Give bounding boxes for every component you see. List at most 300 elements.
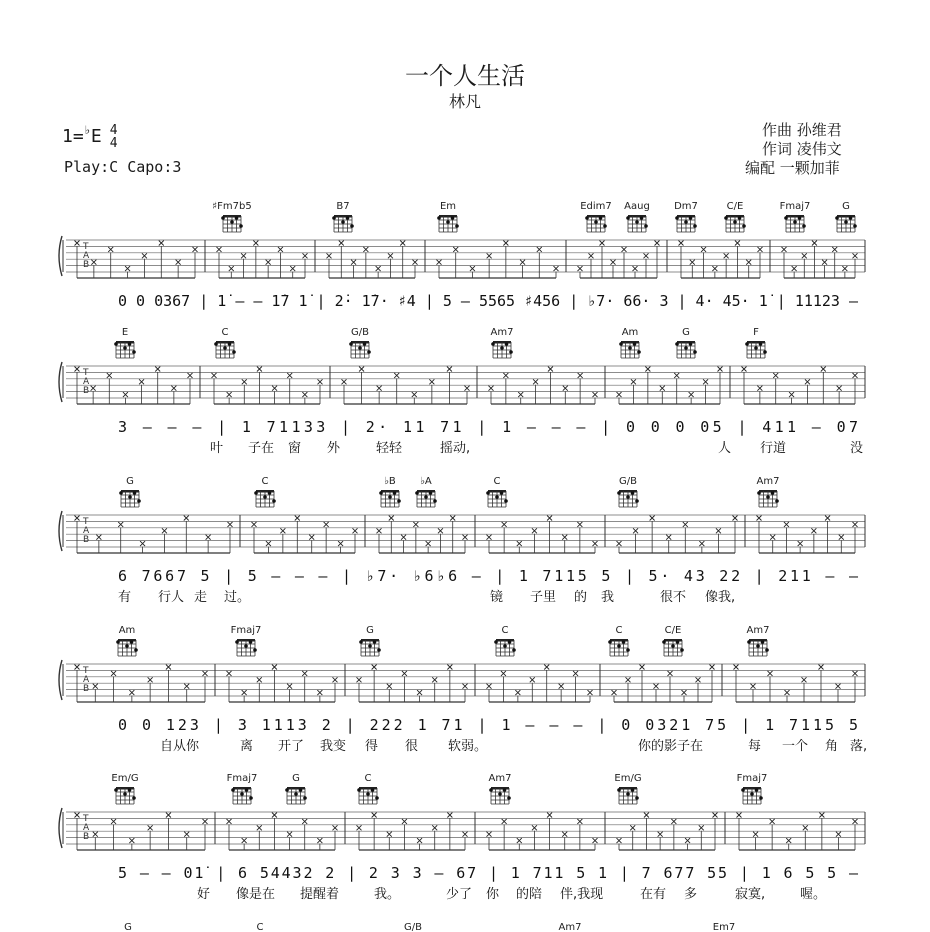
- tab-note: [447, 665, 452, 670]
- lyric: 有: [118, 590, 132, 605]
- lyric: 角: [825, 739, 839, 754]
- tab-note: [333, 677, 338, 682]
- system-bracket: [59, 511, 62, 551]
- tab-note: [302, 819, 307, 824]
- lyric: 软弱。: [448, 739, 488, 754]
- tab-clef: T: [83, 814, 89, 824]
- tab-note: [503, 373, 508, 378]
- artist-name: 林凡: [448, 92, 481, 111]
- tab-note: [617, 392, 622, 397]
- tab-note: [432, 677, 437, 682]
- chord-name: Em: [439, 201, 457, 212]
- tab-note: [389, 516, 394, 521]
- credit-lyricist: 作词 凌伟文: [762, 140, 842, 158]
- chord-name: Dm7: [674, 201, 698, 212]
- tab-note: [257, 825, 262, 830]
- tab-note: [489, 386, 494, 391]
- tab-note: [426, 541, 431, 546]
- tab-note: [487, 535, 492, 540]
- tab-note: [773, 373, 778, 378]
- tab-note: [252, 522, 257, 527]
- tab-note: [338, 541, 343, 546]
- chord-diagram: [221, 215, 243, 232]
- lyric: 外: [327, 441, 341, 456]
- tab-note: [295, 516, 300, 521]
- tab-note: [465, 386, 470, 391]
- chord-diagram: [486, 490, 508, 507]
- key-signature: [62, 124, 118, 150]
- tab-note: [785, 690, 790, 695]
- tab-note: [203, 671, 208, 676]
- tab-note: [530, 677, 535, 682]
- tab-note: [278, 247, 283, 252]
- tab-note: [193, 247, 198, 252]
- tab-note: [674, 373, 679, 378]
- tab-note: [853, 522, 858, 527]
- tab-note: [671, 819, 676, 824]
- tab-note: [184, 684, 189, 689]
- chord-diagram: [357, 787, 379, 804]
- tab-clef: B: [83, 684, 90, 694]
- tab-note: [317, 690, 322, 695]
- tab-note: [682, 690, 687, 695]
- lyric: 过。: [224, 590, 251, 605]
- credit-arranger: 编配 一颗加菲: [745, 159, 840, 177]
- lyric: 镜: [490, 590, 504, 605]
- tab-note: [272, 665, 277, 670]
- tab-note: [757, 516, 762, 521]
- tab-note: [123, 392, 128, 397]
- tab-note: [387, 832, 392, 837]
- tab-note: [577, 522, 582, 527]
- tab-note: [417, 838, 422, 843]
- tab-note: [184, 516, 189, 521]
- lyric: 在有: [640, 887, 667, 902]
- tab-note: [630, 825, 635, 830]
- tab-note: [242, 690, 247, 695]
- tab-note: [417, 690, 422, 695]
- tab-note: [412, 392, 417, 397]
- tab-note: [839, 535, 844, 540]
- tab-note: [171, 386, 176, 391]
- tab-note: [633, 528, 638, 533]
- tab-note: [148, 677, 153, 682]
- tab-note: [746, 260, 751, 265]
- tab-note: [257, 677, 262, 682]
- tab-note: [718, 367, 723, 372]
- tab-note: [266, 541, 271, 546]
- chord-name: C: [364, 773, 372, 784]
- tab-note: [836, 832, 841, 837]
- tab-note: [713, 813, 718, 818]
- tab-note: [463, 535, 468, 540]
- tab-note: [751, 684, 756, 689]
- lyric: 我变: [320, 739, 347, 754]
- tab-note: [554, 266, 559, 271]
- tab-note: [633, 266, 638, 271]
- chord-name: ♯Fm7b5: [212, 201, 252, 212]
- tab-note: [668, 671, 673, 676]
- chord-diagram: [437, 215, 459, 232]
- tab-note: [394, 373, 399, 378]
- tab-note: [75, 516, 80, 521]
- tab-note: [742, 367, 747, 372]
- tab-note: [351, 260, 356, 265]
- tab-note: [387, 684, 392, 689]
- tab-note: [357, 677, 362, 682]
- tab-note: [342, 379, 347, 384]
- tab-note: [272, 386, 277, 391]
- tab-note: [75, 813, 80, 818]
- tab-note: [515, 690, 520, 695]
- tab-note: [363, 247, 368, 252]
- tab-note: [802, 253, 807, 258]
- lyric: 多: [684, 887, 698, 902]
- key-prefix: 1=: [62, 126, 84, 147]
- chord-diagram: [379, 490, 401, 507]
- tab-clef: T: [83, 517, 89, 527]
- chord-diagram: [359, 639, 381, 656]
- key-flat: ♭: [83, 123, 91, 137]
- tab-note: [803, 825, 808, 830]
- chord-name: Aaug: [624, 201, 650, 212]
- tab-note: [654, 684, 659, 689]
- tab-note: [770, 535, 775, 540]
- tab-note: [737, 813, 742, 818]
- tab-note: [770, 819, 775, 824]
- tab-note: [487, 832, 492, 837]
- tab-note: [716, 528, 721, 533]
- chord-diagram: [114, 341, 136, 358]
- tab-note: [789, 392, 794, 397]
- tab-note: [166, 813, 171, 818]
- tab-note: [377, 528, 382, 533]
- tab-note: [853, 373, 858, 378]
- tab-note: [148, 825, 153, 830]
- system-bracket: [59, 660, 62, 700]
- tab-note: [257, 367, 262, 372]
- chord-diagram: [626, 215, 648, 232]
- tab-note: [272, 813, 277, 818]
- tab-note: [227, 392, 232, 397]
- tab-note: [600, 241, 605, 246]
- chord-diagram: [675, 215, 697, 232]
- tab-clef: A: [83, 526, 90, 536]
- tab-note: [327, 253, 332, 258]
- tab-note: [563, 386, 568, 391]
- chord-name: Em/G: [111, 773, 139, 784]
- tab-note: [487, 253, 492, 258]
- tab-note: [786, 838, 791, 843]
- lyric: 子里: [530, 590, 557, 605]
- tab-note: [819, 813, 824, 818]
- tab-note: [617, 838, 622, 843]
- tab-note: [819, 665, 824, 670]
- tab-note: [503, 241, 508, 246]
- tab-note: [318, 379, 323, 384]
- tab-note: [413, 522, 418, 527]
- chord-name: Am: [621, 327, 639, 338]
- chord-name: F: [753, 327, 759, 338]
- tab-note: [129, 838, 134, 843]
- tab-clef: B: [83, 260, 90, 270]
- tab-note: [832, 247, 837, 252]
- tab-note: [118, 522, 123, 527]
- tab-note: [75, 241, 80, 246]
- lyric: 少了: [446, 887, 473, 902]
- chord-name: Fmaj7: [736, 773, 768, 784]
- chord-diagram: [491, 341, 513, 358]
- chord-name: ♭B: [384, 476, 396, 487]
- tab-note: [617, 541, 622, 546]
- tab-note: [699, 541, 704, 546]
- tab-note: [611, 260, 616, 265]
- tab-note: [532, 528, 537, 533]
- tab-note: [655, 241, 660, 246]
- tab-note: [353, 528, 358, 533]
- tab-note: [853, 671, 858, 676]
- tab-note: [402, 671, 407, 676]
- tab-note: [658, 832, 663, 837]
- chord-diagram: [741, 787, 763, 804]
- tab-note: [701, 247, 706, 252]
- chord-name: G: [842, 201, 850, 212]
- tab-note: [690, 260, 695, 265]
- tab-clef: T: [83, 368, 89, 378]
- tab-note: [413, 260, 418, 265]
- tab-note: [217, 247, 222, 252]
- chord-name: G: [292, 773, 300, 784]
- tab-clef: T: [83, 666, 89, 676]
- lyric: 寂寞,: [735, 887, 766, 902]
- credit-composer: 作曲 孙维君: [762, 121, 842, 139]
- lyric: 一个: [782, 739, 809, 754]
- chord-name: B7: [336, 201, 350, 212]
- tab-note: [96, 535, 101, 540]
- tab-note: [129, 690, 134, 695]
- tab-note: [588, 690, 593, 695]
- tab-note: [853, 253, 858, 258]
- tab-note: [447, 367, 452, 372]
- lyric: 我: [601, 590, 615, 605]
- chord-name: G/B: [404, 922, 422, 932]
- system-bracket: [59, 808, 62, 848]
- chord-name: C: [221, 327, 229, 338]
- tab-note: [140, 541, 145, 546]
- chord-name: C: [256, 922, 264, 932]
- tab-note: [142, 253, 147, 258]
- tab-note: [822, 260, 827, 265]
- tab-note: [212, 373, 217, 378]
- tab-note: [91, 386, 96, 391]
- chord-name: G: [124, 922, 132, 932]
- tab-note: [768, 671, 773, 676]
- tab-note: [533, 379, 538, 384]
- lyric: 我。: [374, 887, 401, 902]
- tab-note: [631, 379, 636, 384]
- tab-note: [402, 819, 407, 824]
- tab-note: [111, 819, 116, 824]
- tab-note: [324, 522, 329, 527]
- chord-name: C/E: [726, 201, 744, 212]
- score-system: [0, 772, 930, 922]
- tab-note: [593, 541, 598, 546]
- chord-diagram: [745, 341, 767, 358]
- tab-note: [578, 373, 583, 378]
- time-signature: [110, 124, 118, 150]
- tab-note: [437, 260, 442, 265]
- score-system: [0, 326, 930, 476]
- lyric: 像我,: [705, 590, 736, 605]
- tab-clef: T: [83, 242, 89, 252]
- tab-note: [111, 671, 116, 676]
- chord-name: ♭A: [420, 476, 432, 487]
- tab-note: [400, 241, 405, 246]
- tab-note: [228, 522, 233, 527]
- tab-note: [447, 813, 452, 818]
- tab-note: [562, 832, 567, 837]
- tab-note: [302, 671, 307, 676]
- tab-clef: A: [83, 823, 90, 833]
- next-system-chords: [0, 920, 930, 932]
- tab-note: [547, 813, 552, 818]
- lyric: 人: [718, 441, 732, 456]
- lyric: 你: [486, 887, 500, 902]
- chord-diagram: [349, 341, 371, 358]
- chord-diagram: [662, 639, 684, 656]
- lyric: 的: [574, 590, 588, 605]
- lyric: 你的影子在: [638, 739, 704, 754]
- tab-note: [612, 690, 617, 695]
- lyric: 落,: [850, 739, 868, 754]
- tab-note: [837, 386, 842, 391]
- tab-note: [825, 516, 830, 521]
- lyric: 很不: [660, 590, 687, 605]
- lyric: 每: [748, 739, 762, 754]
- tab-clef: B: [83, 832, 90, 842]
- tab-note: [724, 253, 729, 258]
- chord-name: Am7: [488, 773, 512, 784]
- tab-note: [548, 367, 553, 372]
- lyric: 走: [194, 590, 208, 605]
- tab-note: [377, 386, 382, 391]
- tab-note: [520, 260, 525, 265]
- time-bottom: 4: [109, 136, 118, 151]
- tab-note: [242, 379, 247, 384]
- chord-diagram: [489, 787, 511, 804]
- tab-note: [710, 665, 715, 670]
- lyric: 自从你: [160, 739, 200, 754]
- tab-note: [333, 825, 338, 830]
- tab-note: [559, 684, 564, 689]
- chord-diagram: [747, 639, 769, 656]
- chord-diagram: [119, 490, 141, 507]
- tab-note: [139, 379, 144, 384]
- lyric: 子在: [248, 441, 275, 456]
- lyric: 像是在: [236, 887, 276, 902]
- tab-note: [317, 838, 322, 843]
- tab-note: [75, 367, 80, 372]
- tab-note: [802, 677, 807, 682]
- chord-name: C: [493, 476, 501, 487]
- chord-diagram: [585, 215, 607, 232]
- tab-note: [532, 825, 537, 830]
- chord-diagram: [332, 215, 354, 232]
- tab-note: [429, 379, 434, 384]
- tab-clef: B: [83, 535, 90, 545]
- key-note: E: [90, 126, 102, 147]
- chord-name: Am: [118, 625, 136, 636]
- chord-diagram: [494, 639, 516, 656]
- tab-note: [372, 665, 377, 670]
- tab-note: [107, 373, 112, 378]
- tab-note: [339, 241, 344, 246]
- tab-note: [757, 386, 762, 391]
- tab-note: [517, 838, 522, 843]
- tab-note: [229, 266, 234, 271]
- tab-note: [821, 367, 826, 372]
- lyric: 喔。: [800, 887, 827, 902]
- tab-note: [842, 266, 847, 271]
- tab-note: [502, 819, 507, 824]
- lyric: 好: [197, 887, 211, 902]
- chord-diagram: [214, 341, 236, 358]
- chord-diagram: [617, 787, 639, 804]
- tab-note: [784, 522, 789, 527]
- tab-clef: B: [83, 386, 90, 396]
- tab-note: [287, 373, 292, 378]
- tab-note: [735, 241, 740, 246]
- tab-note: [470, 266, 475, 271]
- tab-note: [758, 247, 763, 252]
- score-system: [0, 624, 930, 774]
- lyric: 行人: [158, 590, 185, 605]
- tab-note: [155, 367, 160, 372]
- tab-clef: A: [83, 377, 90, 387]
- tab-note: [812, 241, 817, 246]
- chord-name: Am7: [490, 327, 514, 338]
- tab-note: [679, 241, 684, 246]
- chord-diagram: [619, 341, 641, 358]
- tab-clef: A: [83, 675, 90, 685]
- chord-name: C: [615, 625, 623, 636]
- tab-note: [203, 819, 208, 824]
- chord-name: G: [682, 327, 690, 338]
- chord-diagram: [675, 341, 697, 358]
- tab-note: [359, 367, 364, 372]
- chord-diagram: [617, 490, 639, 507]
- tab-note: [227, 819, 232, 824]
- chord-diagram: [231, 787, 253, 804]
- numbered-notation: 0 0 123 | 3 1113 2 | 222 1 71 | 1 – – – | 0 0321 75 | 1 7115 5: [118, 716, 858, 734]
- chord-name: Fmaj7: [226, 773, 258, 784]
- tab-note: [280, 528, 285, 533]
- lyric: 提醒着: [300, 887, 340, 902]
- tab-note: [578, 266, 583, 271]
- lyric: 叶: [210, 441, 224, 456]
- tab-note: [782, 247, 787, 252]
- numbered-notation: 0 0 0367 | 1̇ – – 1̇7 1̇ | 2̇· 1̇7· ♯4 | 5 – 5565 ♯456 | ♭7· 66· 3 | 4· 45· 1̇ | 1̇1123 –: [118, 292, 858, 310]
- score-system: [0, 475, 930, 625]
- lyric: 很: [405, 739, 419, 754]
- tab-note: [805, 379, 810, 384]
- chord-name: E: [121, 327, 129, 338]
- tab-note: [502, 522, 507, 527]
- chord-diagram: [235, 639, 257, 656]
- chord-diagram: [116, 639, 138, 656]
- system-bracket: [59, 236, 62, 276]
- tab-note: [589, 253, 594, 258]
